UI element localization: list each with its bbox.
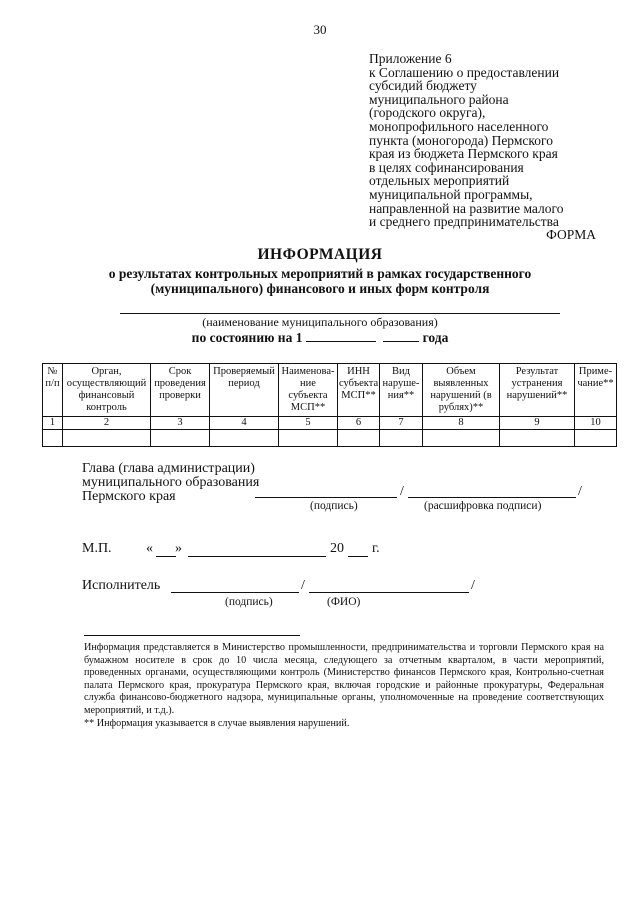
head-title-line-2: муниципального образования xyxy=(82,475,260,490)
page-number: 30 xyxy=(313,22,327,37)
table-cell xyxy=(423,430,500,447)
table-cell xyxy=(380,430,423,447)
year-suffix: г. xyxy=(372,541,380,556)
head-decryption-line xyxy=(408,497,576,498)
executor-name-caption: (ФИО) xyxy=(327,596,361,608)
table-number-row xyxy=(43,417,617,430)
column-number: 9 xyxy=(500,417,575,430)
executor-signature-line xyxy=(171,592,299,593)
appendix-line: и среднего предпринимательства xyxy=(369,214,559,230)
head-decryption-caption: (расшифровка подписи) xyxy=(424,500,542,512)
appendix-line: отдельных мероприятий xyxy=(369,173,510,189)
column-number: 10 xyxy=(575,417,617,430)
appendix-line: пункта (моногорода) Пермского xyxy=(369,132,553,148)
table-cell xyxy=(575,430,617,447)
header-cell: № п/п xyxy=(43,364,63,417)
footnote-separator xyxy=(84,635,300,636)
head-title-line-1: Глава (глава администрации) xyxy=(82,461,255,476)
month-blank-line xyxy=(188,556,326,557)
control-results-table xyxy=(42,363,617,447)
appendix-line: в целях софинансирования xyxy=(369,159,524,175)
appendix-reference xyxy=(369,52,609,229)
head-signature-caption: (подпись) xyxy=(310,500,358,512)
column-number: 2 xyxy=(63,417,151,430)
table-cell xyxy=(338,430,380,447)
appendix-line: Приложение 6 xyxy=(369,51,452,66)
subtitle-line-1: о результатах контрольных мероприятий в рамках государственного xyxy=(108,266,532,281)
footnote-2: ** Информация указывается в случае выявления нарушений. xyxy=(84,717,350,729)
appendix-line: края из бюджета Пермского края xyxy=(369,146,558,162)
document-title: ИНФОРМАЦИЯ xyxy=(257,246,383,263)
appendix-line: субсидий бюджету xyxy=(369,78,477,94)
footnote-1: Информация представляется в Министерство промышленности, предпринимательства и торговли Пермского края на бумажном носителе в срок до 10 числа месяца, следующего за отчетным кварталом, в части мероприятий, проведенных органами, осуществляющими контроль (Министерство финансов Пермского края, Контрольно-счетная палата Пермского края, прокуратура Пермского края, включая городские и районные прокуратуры, Федеральная служба финансово-бюджетного надзора, муниципальные органы, уполномоченные на проведение соответствующих мероприятий, и т.д.). xyxy=(84,642,604,716)
table-cell xyxy=(279,430,338,447)
column-number: 5 xyxy=(279,417,338,430)
municipality-caption: (наименование муниципального образования) xyxy=(202,315,438,329)
date-quote-open: « xyxy=(146,541,153,556)
year-blank-line xyxy=(348,556,368,557)
header-cell: Наименова-ние субъекта МСП** xyxy=(279,364,338,417)
appendix-line: муниципального района xyxy=(369,91,509,107)
executor-slash: / xyxy=(301,578,305,593)
appendix-line: (городского округа), xyxy=(369,105,486,121)
header-cell: Результат устранения нарушений** xyxy=(500,364,575,417)
document-subtitle xyxy=(0,266,640,296)
table-cell xyxy=(63,430,151,447)
municipality-name-line xyxy=(120,313,560,314)
head-title-line-3: Пермского края xyxy=(82,489,176,504)
appendix-line: муниципальной программы, xyxy=(369,186,533,202)
header-cell: Проверяемый период xyxy=(210,364,279,417)
subtitle-line-2: (муниципального) финансового и иных форм контроля xyxy=(150,281,490,296)
table-cell xyxy=(210,430,279,447)
header-cell: Вид наруше-ния** xyxy=(380,364,423,417)
table-cell xyxy=(151,430,210,447)
executor-name-line xyxy=(309,592,469,593)
as-of-suffix: года xyxy=(422,330,449,345)
header-cell: Орган, осуществляющий финансовый контроль xyxy=(63,364,151,417)
form-label: ФОРМА xyxy=(546,227,596,242)
header-cell: ИНН субъекта МСП** xyxy=(338,364,380,417)
signature-slash: / xyxy=(578,484,582,499)
as-of-year-blank xyxy=(383,330,419,342)
day-blank-line xyxy=(156,556,176,557)
header-cell: Приме-чание** xyxy=(575,364,617,417)
table-header-row xyxy=(43,364,617,417)
date-quote-close: » xyxy=(175,541,182,556)
appendix-line: направленной на развитие малого xyxy=(369,200,564,216)
executor-slash: / xyxy=(471,578,475,593)
header-cell: Объем выявленных нарушений (в рублях)** xyxy=(423,364,500,417)
appendix-line: к Соглашению о предоставлении xyxy=(369,64,560,80)
as-of-prefix: по состоянию на 1 xyxy=(191,330,303,345)
column-number: 7 xyxy=(380,417,423,430)
column-number: 3 xyxy=(151,417,210,430)
column-number: 6 xyxy=(338,417,380,430)
stamp-place-label: М.П. xyxy=(82,541,112,556)
column-number: 8 xyxy=(423,417,500,430)
executor-signature-caption: (подпись) xyxy=(225,596,273,608)
signature-slash: / xyxy=(400,484,404,499)
table-cell xyxy=(500,430,575,447)
as-of-month-blank xyxy=(306,330,376,342)
footnotes xyxy=(84,642,604,730)
appendix-line: монопрофильного населенного xyxy=(369,118,549,134)
header-cell: Срок проведения проверки xyxy=(151,364,210,417)
table-row xyxy=(43,430,617,447)
executor-label: Исполнитель xyxy=(82,578,161,593)
year-prefix: 20 xyxy=(330,541,344,556)
table-cell xyxy=(43,430,63,447)
as-of-date xyxy=(0,330,640,346)
column-number: 4 xyxy=(210,417,279,430)
head-signature-line xyxy=(255,497,397,498)
column-number: 1 xyxy=(43,417,63,430)
